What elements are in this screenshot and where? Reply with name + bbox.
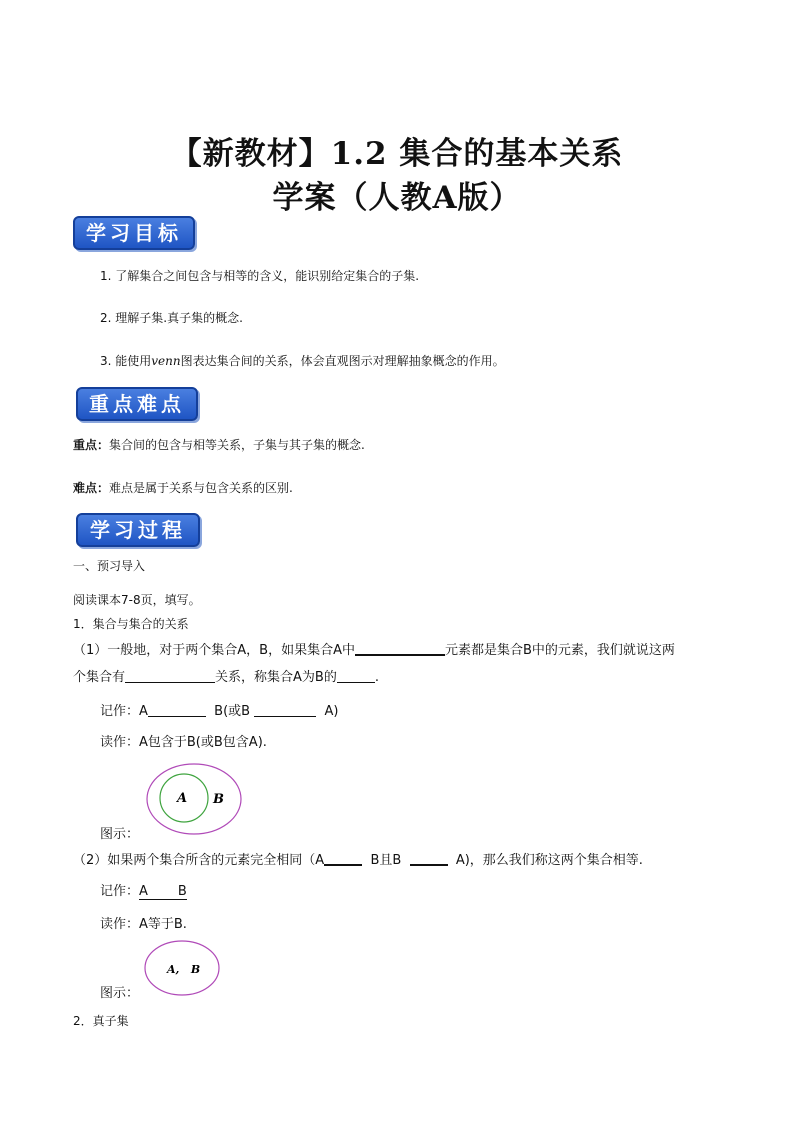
difficulty-text: 难点是属于关系与包含关系的区别. — [109, 481, 293, 495]
blank-2 — [125, 669, 215, 683]
p1-part-a: （1）一般地，对于两个集合A，B，如果集合A中 — [73, 643, 355, 658]
key-text: 集合间的包含与相等关系，子集与其子集的概念. — [109, 438, 365, 452]
blank-5 — [254, 703, 316, 717]
p2-part-c: A)，那么我们称这两个集合相等. — [455, 853, 643, 868]
note1-mid: B(或B — [214, 704, 251, 719]
venn-label-ab: A, B — [167, 963, 201, 976]
goals-badge: 学习目标 — [73, 216, 195, 250]
part-heading: 一、预习导入 — [73, 559, 146, 573]
goal-item-1: 1. 了解集合之间包含与相等的含义，能识别给定集合的子集. — [100, 269, 420, 283]
notation-1 — [100, 703, 338, 721]
blank-7 — [410, 851, 448, 866]
key-point — [73, 437, 365, 453]
p1-part-b: 元素都是集合B中的元素，我们就说这两 — [444, 643, 675, 658]
p1-part-e: . — [374, 670, 379, 685]
key-label: 重点： — [73, 438, 110, 452]
notation-2 — [100, 883, 187, 901]
blank-4 — [148, 703, 206, 717]
figure-1-label: 图示： — [100, 827, 140, 842]
p1-part-d: 关系，称集合A为B的 — [215, 670, 337, 685]
subheading-1: 1．集合与集合的关系 — [73, 617, 189, 631]
reading-2: 读作：A等于B. — [100, 917, 187, 932]
venn-circle-b — [147, 764, 241, 834]
note2-a: 记作： — [100, 884, 140, 899]
read-instruction: 阅读课本7-8页，填写。 — [73, 593, 201, 607]
venn-label-a: A — [177, 791, 188, 806]
goal-item-3-pre: 3. 能使用 — [100, 354, 152, 368]
goal-item-2: 2. 理解子集.真子集的概念. — [100, 311, 243, 325]
p1-part-c: 个集合有 — [73, 670, 126, 685]
figure-2-label: 图示： — [100, 986, 140, 1001]
p2-part-a: （2）如果两个集合所含的元素完全相同（A — [73, 853, 325, 868]
subheading-2: 2．真子集 — [73, 1014, 129, 1028]
doc-title-line2: 学案（人教A版） — [272, 180, 522, 216]
venn-word: venn — [151, 354, 181, 368]
note2-underlined — [139, 884, 187, 900]
paragraph-2 — [73, 851, 643, 870]
note1-pre: 记作：A — [100, 704, 148, 719]
venn-label-b: B — [213, 792, 224, 807]
blank-1 — [355, 641, 445, 656]
venn-diagram-equal — [143, 940, 223, 998]
doc-title-line1: 【新教材】1.2 集合的基本关系 — [170, 136, 624, 172]
goal-item-3 — [100, 353, 505, 369]
difficulty-point — [73, 480, 293, 496]
venn-diagram-subset — [140, 760, 250, 840]
note2-c: B — [177, 884, 187, 899]
paragraph-1-line1 — [73, 641, 675, 660]
goal-item-3-post: 图表达集合间的关系，体会直观图示对理解抽象概念的作用。 — [180, 354, 505, 368]
reading-1: 读作：A包含于B(或B包含A). — [100, 735, 267, 750]
difficulty-label: 难点： — [73, 481, 110, 495]
blank-3 — [337, 669, 375, 683]
note2-b: A — [139, 884, 148, 899]
note1-post: A) — [324, 704, 339, 719]
paragraph-1-line2 — [73, 669, 379, 687]
process-badge: 学习过程 — [76, 513, 200, 547]
blank-6 — [324, 851, 362, 866]
p2-part-b: B且B — [370, 853, 402, 868]
keypoints-badge: 重点难点 — [76, 387, 198, 421]
